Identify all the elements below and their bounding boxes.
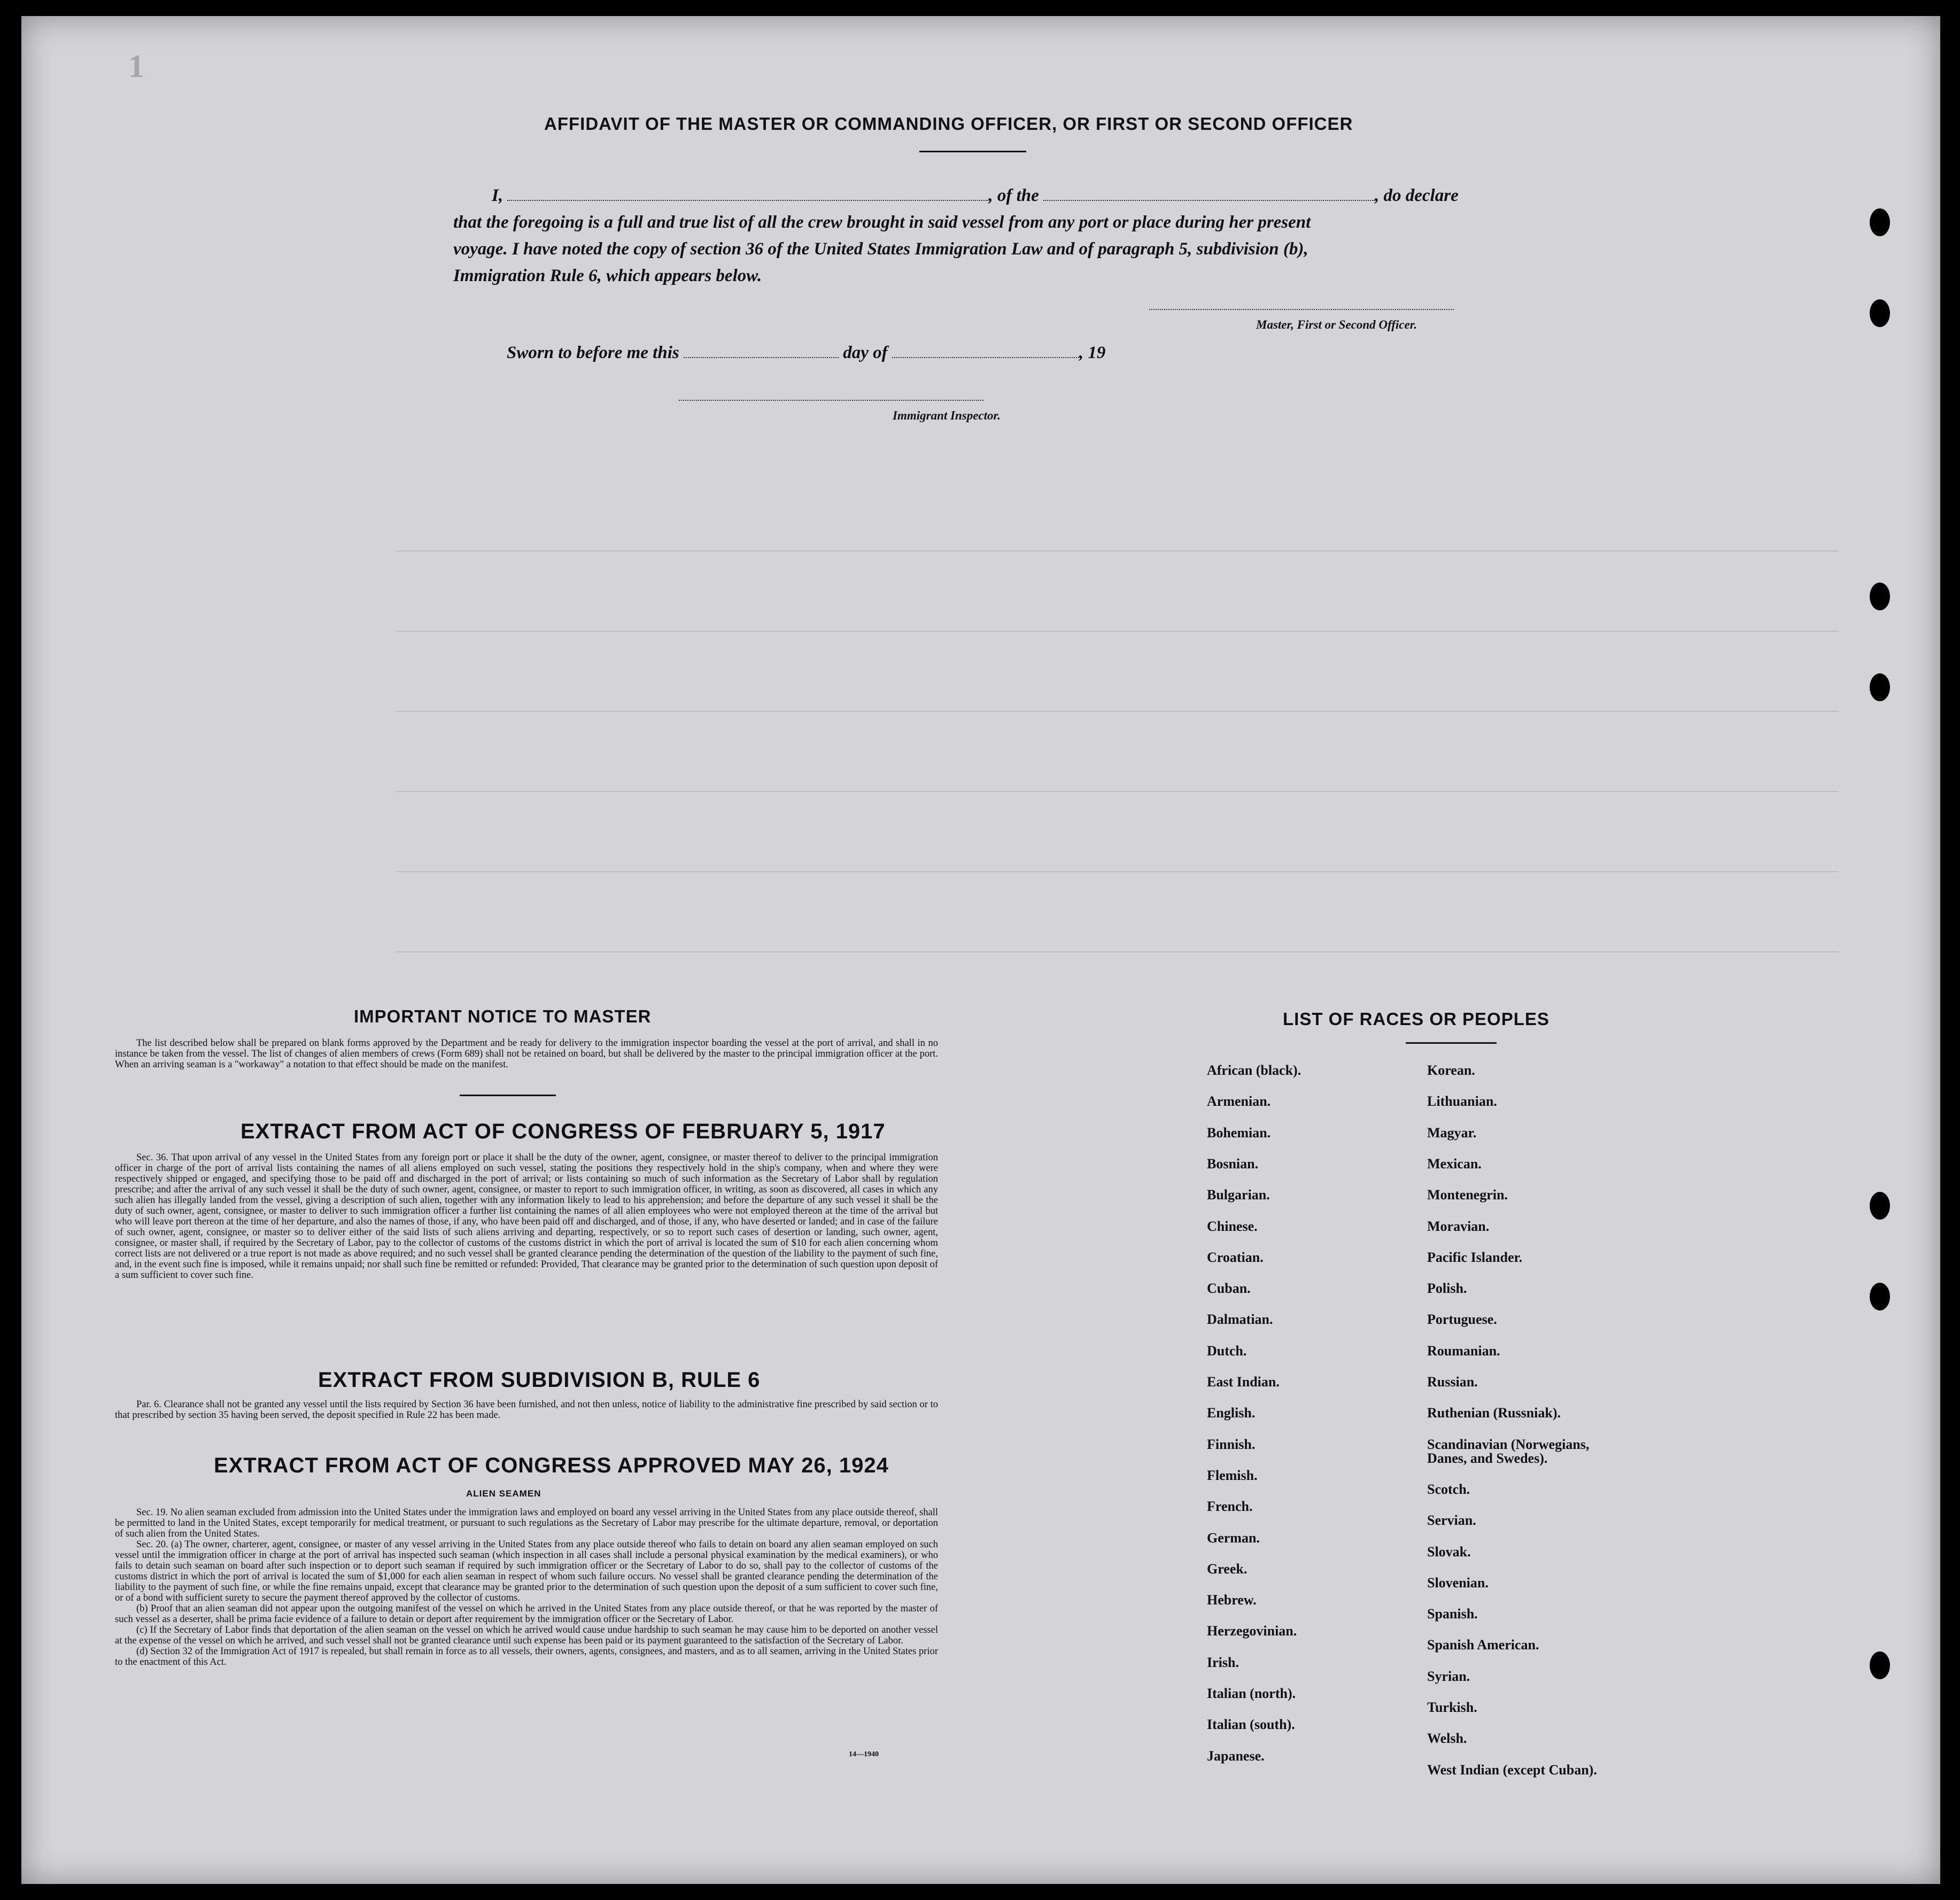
inspector-label: Immigrant Inspector.: [893, 409, 1001, 422]
extract-1917-title: EXTRACT FROM ACT OF CONGRESS OF FEBRUARY 5, 1917: [241, 1120, 886, 1143]
binder-hole: [1870, 583, 1890, 610]
affidavit-declare: , do declare: [1375, 186, 1459, 205]
race-item: Dutch.: [1207, 1343, 1247, 1359]
race-item: Bulgarian.: [1207, 1187, 1270, 1203]
affidavit-line-3: voyage. I have noted the copy of section 36 of the United States Immigration Law and of paragraph 5, subdivision (b),: [453, 239, 1308, 259]
race-item: Danes, and Swedes).: [1427, 1450, 1548, 1466]
affidavit-line-4: Immigration Rule 6, which appears below.: [453, 266, 762, 285]
race-item: Japanese.: [1207, 1748, 1265, 1764]
race-item: Finnish.: [1207, 1436, 1256, 1452]
race-item: Servian.: [1427, 1513, 1476, 1529]
sworn-text: Sworn to before me this: [507, 343, 679, 362]
race-item: Montenegrin.: [1427, 1187, 1508, 1203]
master-signature-label: Master, First or Second Officer.: [1256, 318, 1417, 331]
race-item: West Indian (except Cuban).: [1427, 1762, 1597, 1778]
extract-1924-body: [115, 1507, 938, 1668]
races-title: LIST OF RACES OR PEOPLES: [1283, 1009, 1550, 1029]
race-item: Pacific Islander.: [1427, 1249, 1523, 1265]
race-item: Korean.: [1427, 1063, 1475, 1078]
corner-number: 1: [128, 49, 144, 84]
race-item: Moravian.: [1427, 1218, 1490, 1234]
extract-1924-subtitle: ALIEN SEAMEN: [466, 1488, 541, 1499]
binder-hole: [1870, 1651, 1890, 1679]
race-item: Croatian.: [1207, 1249, 1264, 1265]
race-item: Herzegovinian.: [1207, 1623, 1297, 1639]
race-item: Italian (south).: [1207, 1717, 1295, 1733]
race-item: Scotch.: [1427, 1481, 1470, 1497]
title-rule: [919, 151, 1026, 152]
race-item: Spanish.: [1427, 1606, 1478, 1622]
race-item: Bohemian.: [1207, 1125, 1271, 1141]
extract-rule6-text: Par. 6. Clearance shall not be granted any vessel until the lists required by Section 36 have been furnished, and not then unless, notice of liability to the administrative fine prescribed by said section or to that prescribed by section 35 having been served, the deposit specified in Rule 22 has been made.: [115, 1399, 938, 1421]
sec20d-text: (d) Section 32 of the Immigration Act of 1917 is repealed, but shall remain in force as to all vessels, their owners, agents, consignees, and masters, and as to all seamen, arriving in the United States prior to the enactment of this Act.: [115, 1646, 938, 1668]
race-item: Chinese.: [1207, 1218, 1258, 1234]
sworn-month-blank: [892, 357, 1079, 358]
race-item: Scandinavian (Norwegians,: [1427, 1436, 1590, 1452]
master-signature-line: [1149, 309, 1454, 310]
bleed-line: [396, 871, 1839, 872]
affidavit-i: I,: [492, 186, 503, 205]
race-item: Flemish.: [1207, 1467, 1258, 1483]
race-item: Ruthenian (Russniak).: [1427, 1405, 1561, 1421]
race-item: Armenian.: [1207, 1094, 1271, 1110]
notice-text: The list described below shall be prepared on blank forms approved by the Department and be ready for delivery to the immigration inspector boarding the vessel at the port of arrival, and shall in no instance be taken from the vessel. The list of changes of alien members of crews (Form 689) shall not be retained on board, but shall be delivered by the master to the principal immigration officer at the port. When an arriving seaman is a "workaway" a notation to that effect should be made on the manifest.: [115, 1038, 938, 1070]
binder-hole: [1870, 299, 1890, 327]
binder-hole: [1870, 1192, 1890, 1220]
sec19-text: Sec. 19. No alien seaman excluded from admission into the United States under the immigration laws and employed on board any vessel arriving in the United States from any place outside thereof, shall be permitted to land in the United States, except temporarily for medical treatment, or pursuant to such regulations as the Secretary of Labor may prescribe for the ultimate departure, removal, or deportation of such alien from the United States.: [115, 1507, 938, 1539]
race-item: Dalmatian.: [1207, 1312, 1273, 1328]
form-number: 14—1940: [849, 1750, 879, 1758]
race-item: Roumanian.: [1427, 1343, 1500, 1359]
binder-hole: [1870, 1283, 1890, 1310]
sworn-line: [507, 343, 1105, 363]
day-of-text: day of: [843, 343, 888, 362]
race-item: Italian (north).: [1207, 1686, 1296, 1701]
race-item: Slovenian.: [1427, 1575, 1489, 1591]
races-rule: [1406, 1042, 1497, 1044]
binder-hole: [1870, 673, 1890, 701]
extract-rule6-title: EXTRACT FROM SUBDIVISION B, RULE 6: [318, 1368, 761, 1392]
affidavit-of-the: , of the: [988, 186, 1039, 205]
race-item: German.: [1207, 1530, 1260, 1546]
notice-title: IMPORTANT NOTICE TO MASTER: [354, 1006, 652, 1026]
document-page: [21, 16, 1940, 1884]
extract-1924-title: EXTRACT FROM ACT OF CONGRESS APPROVED MAY 26, 1924: [214, 1454, 889, 1477]
race-item: Lithuanian.: [1427, 1094, 1497, 1110]
race-item: African (black).: [1207, 1063, 1301, 1078]
race-item: Greek.: [1207, 1561, 1248, 1577]
race-item: East Indian.: [1207, 1374, 1280, 1390]
race-item: Mexican.: [1427, 1155, 1482, 1172]
bleed-line: [396, 631, 1839, 632]
bleed-line: [396, 550, 1839, 552]
vessel-blank: [1043, 200, 1375, 201]
race-item: Welsh.: [1427, 1731, 1467, 1747]
race-item: Spanish American.: [1427, 1637, 1539, 1653]
affidavit-line-2: that the foregoing is a full and true list of all the crew brought in said vessel from any port or place during her present: [453, 213, 1311, 232]
inspector-signature-line: [679, 400, 983, 401]
affidavit-title: AFFIDAVIT OF THE MASTER OR COMMANDING OFFICER, OR FIRST OR SECOND OFFICER: [544, 114, 1353, 134]
race-item: Irish.: [1207, 1654, 1239, 1670]
race-item: Hebrew.: [1207, 1592, 1257, 1608]
race-item: Turkish.: [1427, 1700, 1477, 1715]
binder-hole: [1870, 208, 1890, 236]
sworn-day-blank: [684, 357, 839, 358]
race-item: Slovak.: [1427, 1544, 1471, 1560]
race-item: Magyar.: [1427, 1125, 1477, 1141]
race-item: Syrian.: [1427, 1668, 1470, 1684]
affidavit-line-1: [492, 186, 1459, 206]
race-item: Bosnian.: [1207, 1155, 1259, 1172]
race-item: Russian.: [1427, 1374, 1478, 1390]
bleed-line: [396, 711, 1839, 712]
sec20a-text: Sec. 20. (a) The owner, charterer, agent, consignee, or master of any vessel arriving in the United States from any place outside thereof who fails to detain on board any alien seaman employed on such vessel until the immigration officer in charge at the port of arrival has inspected such seaman (which inspection in all cases shall include a personal physical examination by the medical examiners), or who fails to detain such seaman on board after such inspection or to deport such seaman if required by such immigration officer or the Secretary of Labor to do so, shall pay to the collector of customs of the customs district in which the port of arrival is located the sum of $1,000 for each alien seaman in respect of whom such failure occurs. No vessel shall be granted clearance pending the determination of the liability to the payment of such fine, or while the fine remains unpaid, except that clearance may be granted prior to the determination of such question upon the deposit of a sum sufficient to cover such fine, or of a bond with sufficient surety to secure the payment thereof approved by the collector of customs.: [115, 1539, 938, 1603]
year-text: , 19: [1079, 343, 1106, 362]
name-blank: [507, 200, 988, 201]
notice-rule: [460, 1095, 556, 1096]
race-item: English.: [1207, 1405, 1256, 1421]
extract-1917-text: Sec. 36. That upon arrival of any vessel in the United States from any foreign port or place it shall be the duty of the owner, agent, consignee, or master thereof to deliver to the principal immigration officer in charge of the port of arrival lists containing the names of all aliens employed on such vessel, stating the positions they respectively hold in the ship's company, when and where they were respectively shipped or engaged, and specifying those to be paid off and discharged in the port of arrival; or lists containing so much of such information as the Secretary of Labor shall by regulation prescribe; and after the arrival of any such vessel it shall be the duty of such owner, agent, consignee, or master to report to such immigration officer, in writing, as soon as discovered, all cases in which any such alien has illegally landed from the vessel, giving a description of such alien, together with any information likely to lead to his apprehension; and before the departure of any such vessel it shall be the duty of such owner, agent, consignee, or master to deliver to such immigration officer a further list containing the names of all alien employees who were not employed thereon at the time of the arrival but who will leave port thereon at the time of her departure, and also the names of those, if any, who have been paid off and discharged, and of those, if any, who have deserted or landed; and in case of the failure of such owner, agent, consignee, or master so to deliver either of the said lists of such aliens arriving and departing, respectively, or so to report such cases of desertion or landing, such owner, agent, consignee, or master shall, if required by the Secretary of Labor, pay to the collector of customs of the customs district in which the port of arrival is located the sum of $10 for each alien concerning whom correct lists are not delivered or a true report is not made as above required; and no such vessel shall be granted clearance pending the determination of the question of the liability to the payment of such fine, and, in the event such fine is imposed, while it remains unpaid; nor shall such fine be remitted or refunded: Provided, That clearance may be granted prior to the determination of such question upon deposit of a sum sufficient to cover such fine.: [115, 1152, 938, 1281]
sec20c-text: (c) If the Secretary of Labor finds that deportation of the alien seaman on the vessel on which he arrived would cause undue hardship to such seaman he may cause him to be deported on another vessel at the expense of the vessel on which he arrived, and such vessel shall not be granted clearance until such expense has been paid or its payment guaranteed to the satisfaction of the Secretary of Labor.: [115, 1625, 938, 1646]
bleed-line: [396, 791, 1839, 792]
race-item: French.: [1207, 1499, 1253, 1515]
bleed-line: [396, 951, 1839, 952]
race-item: Polish.: [1427, 1281, 1467, 1297]
race-item: Cuban.: [1207, 1281, 1251, 1297]
sec20b-text: (b) Proof that an alien seaman did not appear upon the outgoing manifest of the vessel on which he arrived in the United States from any place outside thereof, or that he was reported by the master of such vessel as a deserter, shall be prima facie evidence of a failure to detain or deport after requirement by the immigration officer or the Secretary of Labor.: [115, 1603, 938, 1625]
race-item: Portuguese.: [1427, 1312, 1497, 1328]
